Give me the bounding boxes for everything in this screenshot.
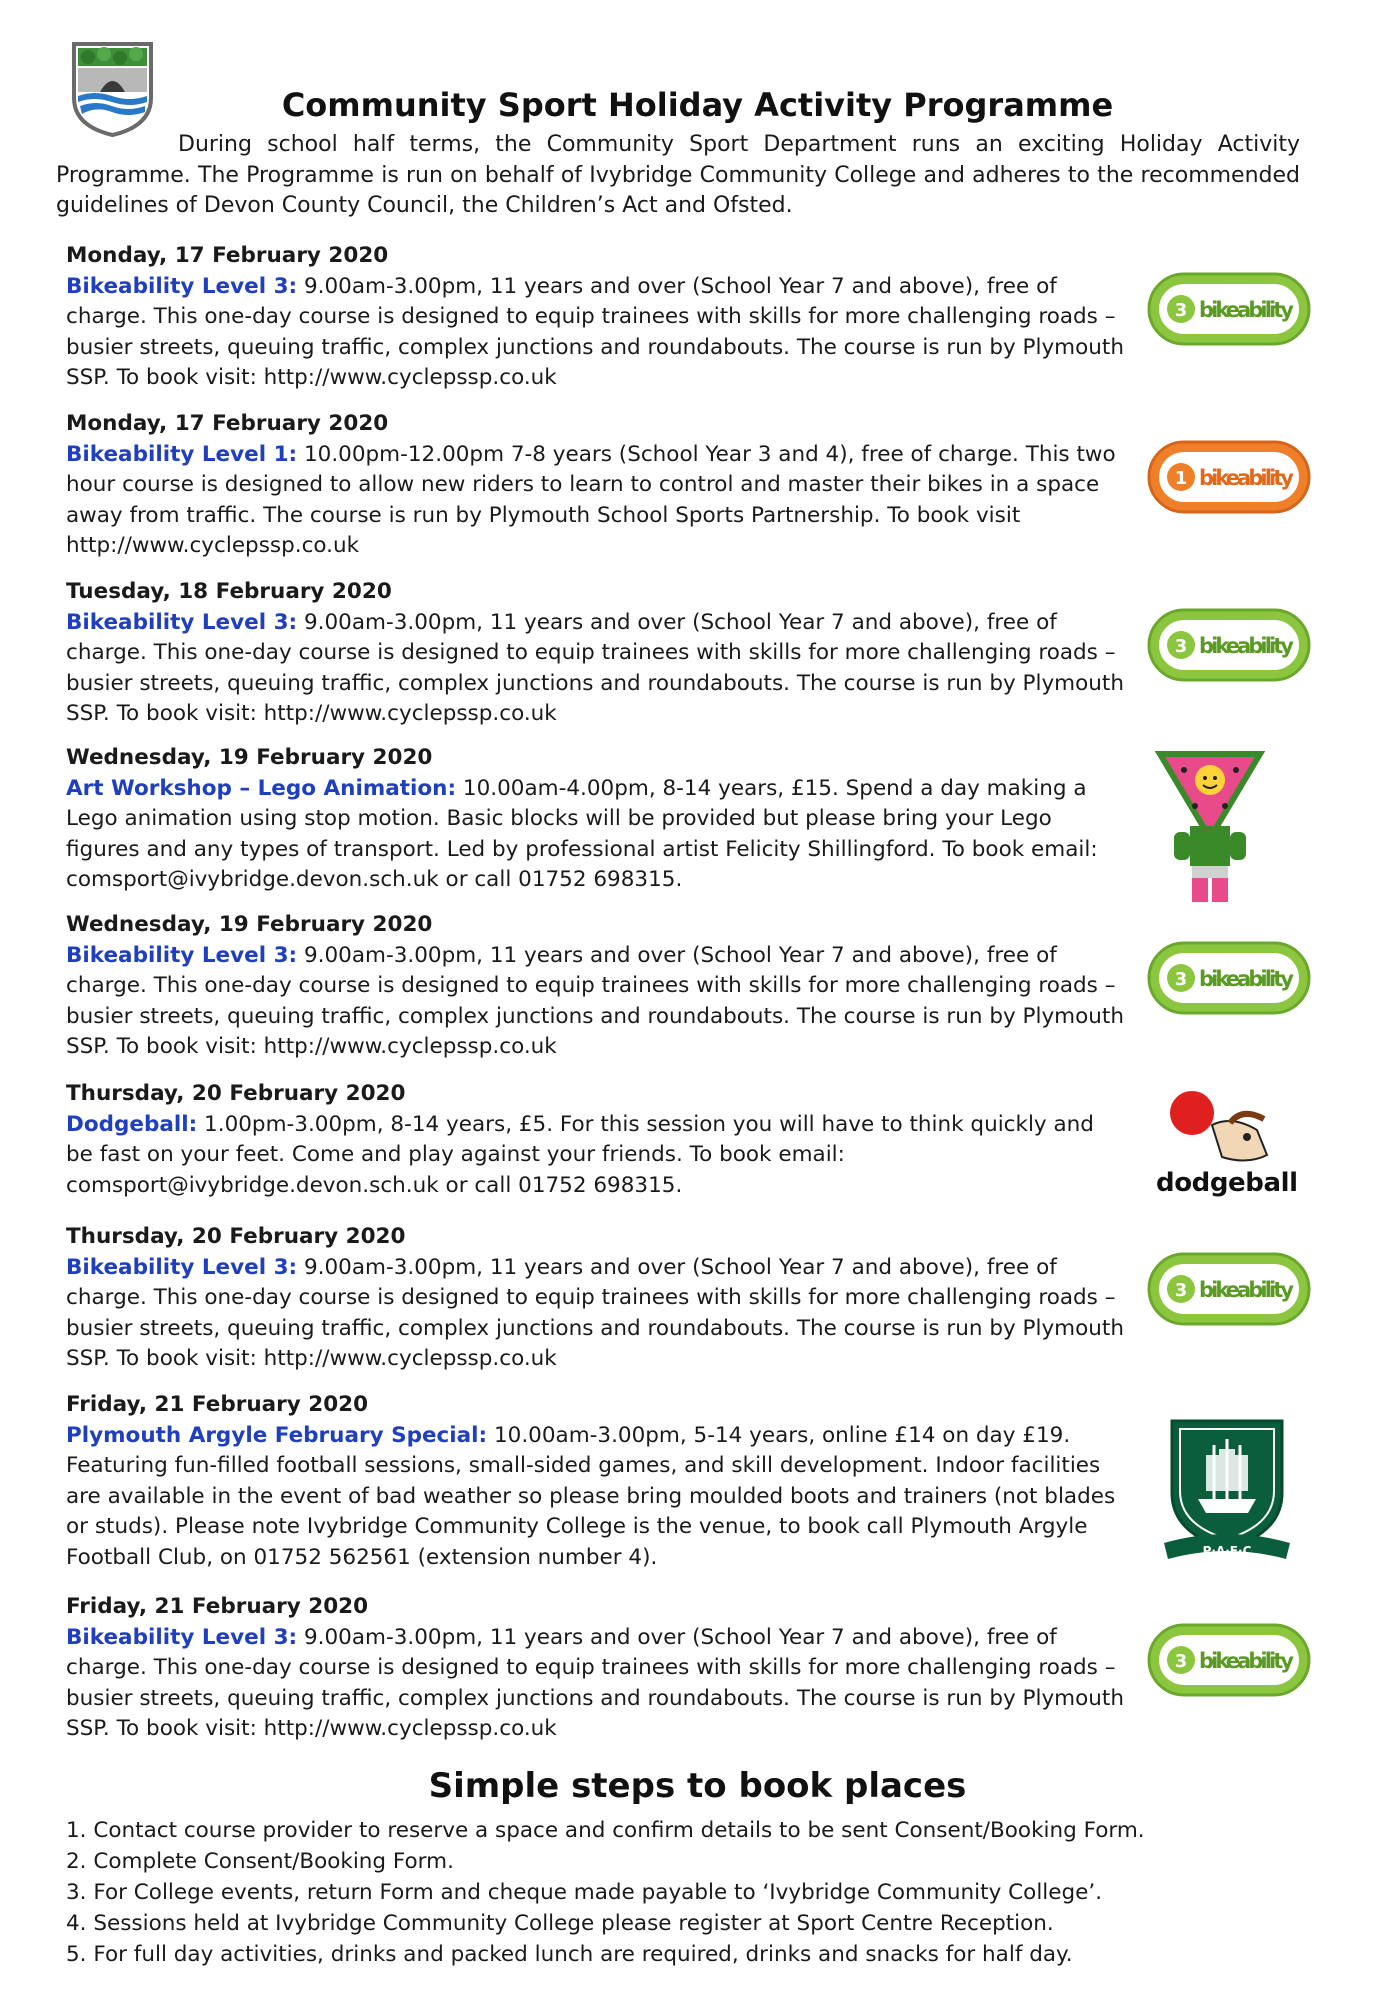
- event-description: [66, 1110, 1126, 1202]
- event-details: 10.00am-3.00pm, 5-14 years, online £14 on day £19. Featuring fun-filled football sessions, small-sided games, and skill development. Indoor facilities are available in the event of bad weather so please bring moulded boots and trainers (not blades or studs). Please note Ivybridge Community College is the venue, to book call Plymouth Argyle Football Club, on 01752 562561 (extension number 4).: [66, 1422, 1116, 1570]
- svg-text:P·A·F·C: P·A·F·C: [1202, 1544, 1252, 1558]
- page-title: Community Sport Holiday Activity Programme: [281, 86, 1114, 124]
- event-date: Monday, 17 February 2020: [66, 243, 389, 268]
- svg-text:bikeability: bikeability: [1199, 1649, 1294, 1673]
- event-name: Bikeability Level 1:: [66, 441, 298, 467]
- booking-steps-list: [66, 1815, 1356, 1970]
- event-name: Bikeability Level 3:: [66, 1624, 298, 1650]
- booking-step: 4. Sessions held at Ivybridge Community College please register at Sport Centre Reception.: [66, 1911, 1054, 1936]
- dodgeball-logo: [1152, 1085, 1302, 1210]
- bikeability-level-3-logo: [1145, 602, 1315, 688]
- event-date: Thursday, 20 February 2020: [66, 1081, 406, 1106]
- event-name: Bikeability Level 3:: [66, 609, 298, 635]
- event-name: Dodgeball:: [66, 1111, 198, 1137]
- svg-text:3: 3: [1174, 300, 1188, 321]
- event-description: [66, 1623, 1126, 1745]
- event-entry: [66, 241, 1126, 394]
- svg-text:3: 3: [1174, 636, 1188, 657]
- event-date: Wednesday, 19 February 2020: [66, 912, 433, 937]
- event-entry: [66, 910, 1126, 1063]
- bikeability-level-3-logo: [1145, 1617, 1315, 1703]
- event-description: [66, 608, 1126, 730]
- event-details: 1.00pm-3.00pm, 8-14 years, £5. For this session you will have to think quickly and be fast on your feet. Come and play against your friends. To book email: comsport@ivybridge.devon.sch.uk or call 01752 698315.: [66, 1111, 1094, 1198]
- event-name: Bikeability Level 3:: [66, 942, 298, 968]
- event-description: [66, 941, 1126, 1063]
- event-details: 9.00am-3.00pm, 11 years and over (School Year 7 and above), free of charge. This one-day course is designed to equip trainees with skills for more challenging roads – busier streets, queuing traffic, complex junctions and roundabouts. The course is run by Plymouth SSP. To book visit: http://www.cyclepssp.co.uk: [66, 1254, 1124, 1371]
- event-date: Thursday, 20 February 2020: [66, 1224, 406, 1249]
- svg-text:1: 1: [1174, 468, 1188, 489]
- svg-text:3: 3: [1174, 1651, 1188, 1672]
- event-date: Friday, 21 February 2020: [66, 1594, 369, 1619]
- svg-text:bikeability: bikeability: [1199, 466, 1294, 490]
- event-entry: [66, 409, 1126, 562]
- event-name: Bikeability Level 3:: [66, 1254, 298, 1280]
- booking-step: 1. Contact course provider to reserve a space and confirm details to be sent Consent/Booking Form.: [66, 1818, 1145, 1843]
- event-description: [66, 1421, 1126, 1574]
- event-name: Bikeability Level 3:: [66, 273, 298, 299]
- event-date: Wednesday, 19 February 2020: [66, 745, 433, 770]
- bikeability-level-1-logo: [1145, 434, 1315, 520]
- event-entry: [66, 1079, 1126, 1201]
- svg-text:3: 3: [1174, 969, 1188, 990]
- svg-text:bikeability: bikeability: [1199, 634, 1294, 658]
- event-details: 9.00am-3.00pm, 11 years and over (School Year 7 and above), free of charge. This one-day course is designed to equip trainees with skills for more challenging roads – busier streets, queuing traffic, complex junctions and roundabouts. The course is run by Plymouth SSP. To book visit: http://www.cyclepssp.co.uk: [66, 609, 1124, 726]
- event-entry: [66, 743, 1126, 896]
- event-name: Art Workshop – Lego Animation:: [66, 775, 457, 801]
- bikeability-level-3-logo: [1145, 266, 1315, 352]
- event-date: Friday, 21 February 2020: [66, 1392, 369, 1417]
- event-date: Tuesday, 18 February 2020: [66, 579, 392, 604]
- event-details: 9.00am-3.00pm, 11 years and over (School Year 7 and above), free of charge. This one-day course is designed to equip trainees with skills for more challenging roads – busier streets, queuing traffic, complex junctions and roundabouts. The course is run by Plymouth SSP. To book visit: http://www.cyclepssp.co.uk: [66, 942, 1124, 1059]
- event-details: 9.00am-3.00pm, 11 years and over (School Year 7 and above), free of charge. This one-day course is designed to equip trainees with skills for more challenging roads – busier streets, queuing traffic, complex junctions and roundabouts. The course is run by Plymouth SSP. To book visit: http://www.cyclepssp.co.uk: [66, 273, 1124, 390]
- booking-step: 5. For full day activities, drinks and packed lunch are required, drinks and snacks for half day.: [66, 1942, 1073, 1967]
- event-description: [66, 1253, 1126, 1375]
- booking-step: 2. Complete Consent/Booking Form.: [66, 1849, 454, 1874]
- event-description: [66, 440, 1126, 562]
- svg-text:bikeability: bikeability: [1199, 298, 1294, 322]
- event-details: 10.00pm-12.00pm 7-8 years (School Year 3 and 4), free of charge. This two hour course is designed to allow new riders to learn to control and master their bikes in a space away from traffic. The course is run by Plymouth School Sports Partnership. To book visit http://www.cyclepssp.co.uk: [66, 441, 1116, 558]
- steps-heading: Simple steps to book places: [428, 1766, 967, 1806]
- event-description: [66, 272, 1126, 394]
- svg-text:dodgeball: dodgeball: [1156, 1168, 1298, 1198]
- event-date: Monday, 17 February 2020: [66, 411, 389, 436]
- svg-text:bikeability: bikeability: [1199, 967, 1294, 991]
- event-name: Plymouth Argyle February Special:: [66, 1422, 488, 1448]
- event-entry: [66, 1222, 1126, 1375]
- bikeability-level-3-logo: [1145, 935, 1315, 1021]
- lego-watermelon-figure-icon: [1150, 748, 1270, 904]
- event-entry: [66, 1592, 1126, 1745]
- svg-text:3: 3: [1174, 1280, 1188, 1301]
- event-entry: [66, 1390, 1126, 1573]
- intro-paragraph: During school half terms, the Community Sport Department runs an exciting Holiday Activity Programme. The Programme is run on behalf of Ivybridge Community College and adheres to the recommended guidelines of Devon County Council, the Children’s Act and Ofsted.: [56, 132, 1300, 218]
- bikeability-level-3-logo: [1145, 1246, 1315, 1332]
- booking-step: 3. For College events, return Form and cheque made payable to ‘Ivybridge Community College’.: [66, 1880, 1103, 1905]
- event-description: [66, 774, 1126, 896]
- event-entry: [66, 577, 1126, 730]
- event-details: 9.00am-3.00pm, 11 years and over (School Year 7 and above), free of charge. This one-day course is designed to equip trainees with skills for more challenging roads – busier streets, queuing traffic, complex junctions and roundabouts. The course is run by Plymouth SSP. To book visit: http://www.cyclepssp.co.uk: [66, 1624, 1124, 1741]
- pafc-crest-logo: [1162, 1415, 1292, 1565]
- event-details: 10.00am-4.00pm, 8-14 years, £15. Spend a day making a Lego animation using stop motion. Basic blocks will be provided but please bring your Lego figures and any types of transport. Led by professional artist Felicity Shillingford. To book email: comsport@ivybridge.devon.sch.uk or call 01752 698315.: [66, 775, 1098, 892]
- svg-text:bikeability: bikeability: [1199, 1278, 1294, 1302]
